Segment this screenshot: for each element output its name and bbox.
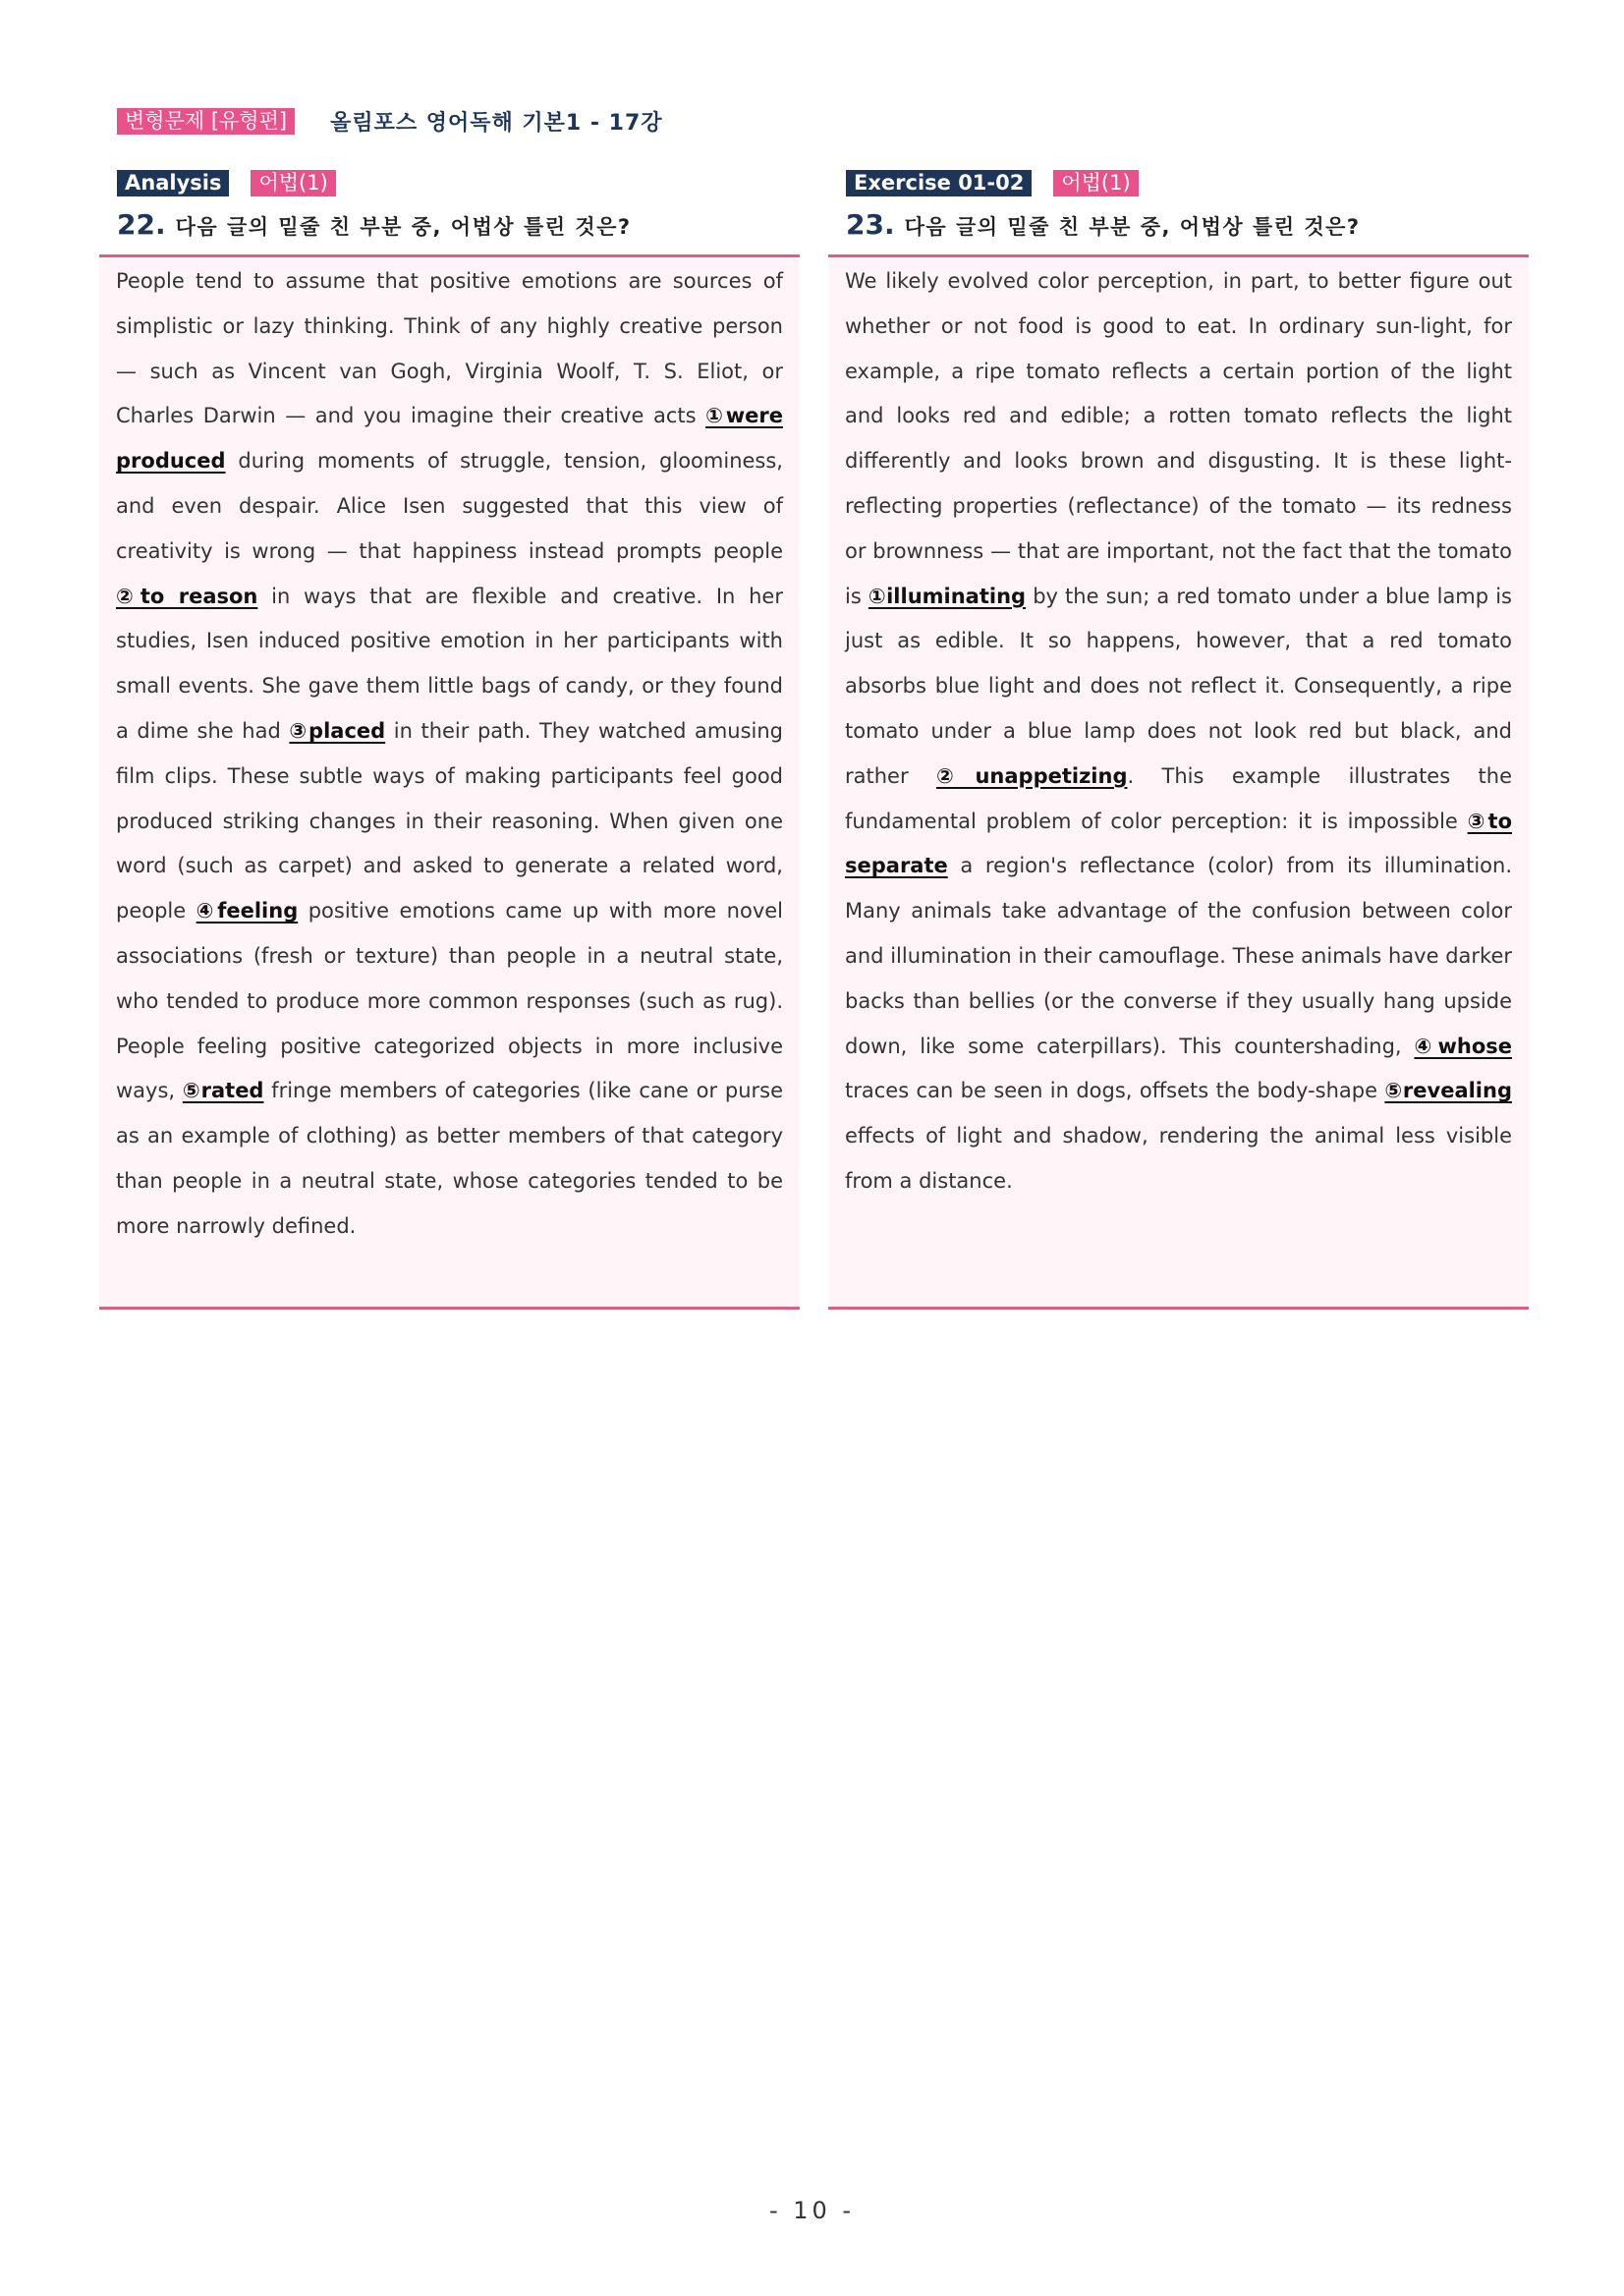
underlined-choice: ①illuminating (868, 584, 1027, 608)
question-number: 22. (117, 208, 166, 241)
passage-text (845, 259, 1512, 1204)
underlined-choice: ④feeling (196, 899, 299, 924)
question-text: 다음 글의 밑줄 친 부분 중, 어법상 틀린 것은? (904, 215, 1361, 239)
passage-segment: during moments of struggle, tension, gloominess, and even despair. Alice Isen suggested that this view of creativity is wrong — that happiness instead prompts people (116, 449, 783, 563)
page-number: - 10 - (768, 2197, 856, 2224)
passage-segment: positive emotions came up with more novel associations (fresh or texture) than people in a neutral state, who tended to produce more common responses (such as rug). People feeling positive categorized objects in more inclusive ways, (116, 899, 783, 1103)
left-column (99, 170, 800, 1310)
passage-segment: effects of light and shadow, rendering the animal less visible from a distance. (845, 1124, 1512, 1193)
question-number: 23. (846, 208, 895, 241)
underlined-choice: ③placed (289, 718, 386, 743)
left-tags (117, 170, 800, 196)
category-tag: 어법(1) (251, 170, 335, 196)
passage-segment: by the sun; a red tomato under a blue lamp is just as edible. It so happens, however, that a red tomato absorbs blue light and does not reflect it. Consequently, a ripe tomato under a blue lamp does not look red but black, and rather (845, 584, 1512, 788)
passage-segment: in ways that are flexible and creative. In her studies, Isen induced positive emotion in her participants with small events. She gave them little bags of candy, or they found a dime she had (116, 584, 783, 743)
passage-segment: traces can be seen in dogs, offsets the body-shape (845, 1079, 1385, 1103)
section-tag: Exercise 01-02 (846, 170, 1032, 196)
underlined-choice: ①were produced (116, 404, 783, 474)
question-text: 다음 글의 밑줄 친 부분 중, 어법상 틀린 것은? (175, 215, 632, 239)
passage-text (116, 259, 783, 1250)
passage-segment: We likely evolved color perception, in part, to better figure out whether or not food is good to eat. In ordinary sun-light, for example, a ripe tomato reflects a certain portion of the light and looks red and edible; a rotten tomato reflects the light differently and looks brown and disgusting. It is these light-reflecting properties (reflectance) of the tomato — its redness or brownness — that are important, not the fact that the tomato is (845, 269, 1512, 608)
right-column (828, 170, 1529, 1310)
passage-segment: fringe members of categories (like cane or purse as an example of clothing) as better members of that category than people in a neutral state, whose categories tended to be more narrowly defined. (116, 1079, 783, 1238)
page-title: 올림포스 영어독해 기본1 - 17강 (330, 111, 663, 136)
passage-segment: . This example illustrates the fundamental problem of color perception: it is impossible (845, 763, 1512, 833)
worksheet-type-badge: 변형문제 [유형편] (117, 108, 295, 135)
page-header (117, 106, 663, 137)
passage-box (828, 254, 1529, 1310)
underlined-choice: ④whose (1414, 1034, 1512, 1058)
passage-segment: People tend to assume that positive emotions are sources of simplistic or lazy thinking. Think of any highly creative person — such as Vincent van Gogh, Virginia Woolf, T. S. Eliot, or Charles Darwin — and you imagine their creative acts (116, 269, 783, 428)
underlined-choice: ②to reason (116, 584, 258, 608)
question-heading (117, 208, 800, 241)
passage-segment: a region's reflectance (color) from its illumination. Many animals take advantage of the confusion between color and illumination in their camouflage. These animals have darker backs than bellies (or the converse if they usually hang upside down, like some caterpillars). This countershading, (845, 854, 1512, 1058)
underlined-choice: ③to separate (845, 809, 1513, 878)
right-tags (846, 170, 1529, 196)
question-heading (846, 208, 1529, 241)
underlined-choice: ②unappetizing (935, 763, 1128, 788)
passage-segment: in their path. They watched amusing film clips. These subtle ways of making participants feel good produced striking changes in their reasoning. When given one word (such as carpet) and asked to generate a related word, people (116, 718, 784, 924)
underlined-choice: ⑤rated (182, 1079, 264, 1103)
underlined-choice: ⑤revealing (1384, 1079, 1512, 1103)
section-tag: Analysis (117, 170, 229, 196)
passage-box (99, 254, 800, 1310)
category-tag: 어법(1) (1053, 170, 1138, 196)
